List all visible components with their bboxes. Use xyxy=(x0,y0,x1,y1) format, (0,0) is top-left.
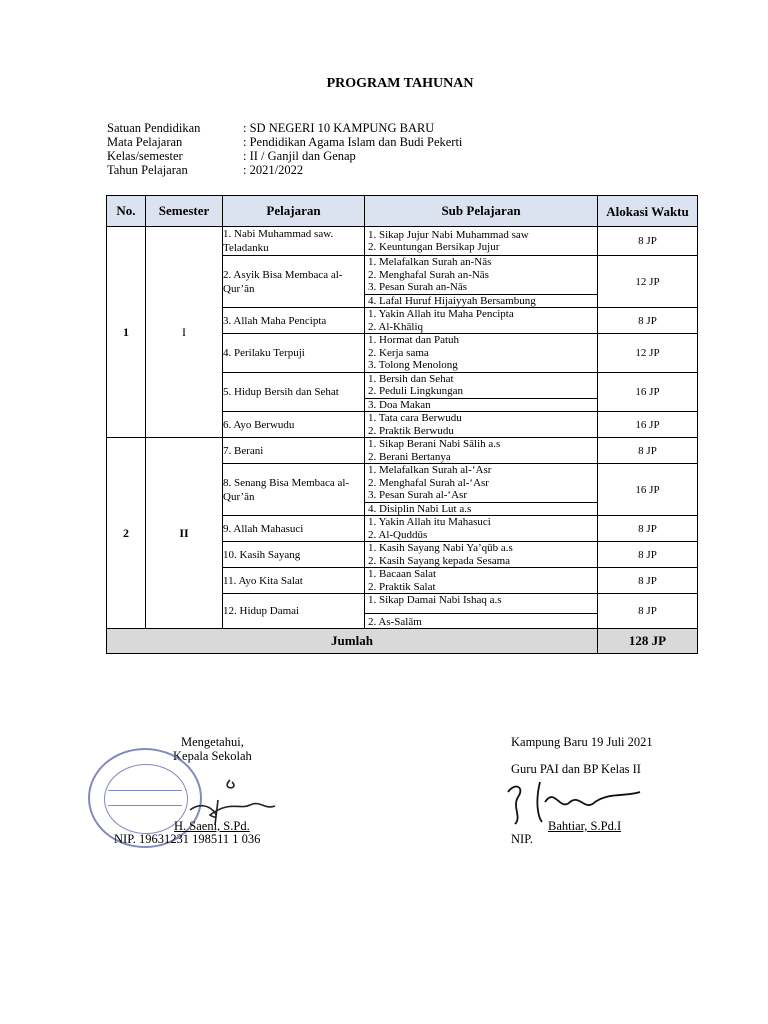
info-row xyxy=(107,163,462,177)
signature-left-line1: Mengetahui, xyxy=(181,735,244,749)
sub-lesson-item: 4. Lafal Huruf Hijaiyyah Bersambung xyxy=(365,294,597,308)
semester-cell: II xyxy=(146,438,223,629)
info-key: Satuan Pendidikan xyxy=(107,121,201,135)
row-number: 1 xyxy=(107,227,146,438)
sub-lesson-item: 1. Tata cara Berwudu xyxy=(368,412,462,424)
sub-lesson-cell xyxy=(365,438,598,464)
sub-lesson-item: 2. Praktik Salat xyxy=(368,580,436,593)
info-value: : 2021/2022 xyxy=(243,163,304,177)
sub-lesson-cell xyxy=(365,308,598,334)
signature-left-nip: NIP. 19631231 198511 1 036 xyxy=(114,832,261,846)
info-key: Mata Pelajaran xyxy=(107,135,183,149)
allocation-cell: 16 JP xyxy=(598,372,698,412)
header-semester: Semester xyxy=(146,196,223,227)
signature-right-name: Bahtiar, S.Pd.I xyxy=(548,819,622,833)
allocation-cell: 16 JP xyxy=(598,464,698,516)
sub-lesson-cell xyxy=(365,372,598,412)
signature-right-nip: NIP. xyxy=(511,832,533,846)
info-value: : Pendidikan Agama Islam dan Budi Pekerti xyxy=(243,135,463,149)
info-key: Tahun Pelajaran xyxy=(107,163,188,177)
sub-lesson-item: 2. Kasih Sayang kepada Sesama xyxy=(368,554,511,567)
header-sub-pelajaran: Sub Pelajaran xyxy=(365,196,598,227)
sub-lesson-item: 1. Sikap Berani Nabi Sālih a.s xyxy=(368,438,501,450)
allocation-cell: 8 JP xyxy=(598,308,698,334)
sub-lesson-item: 1. Bersih dan Sehat xyxy=(368,372,454,385)
signature-left-line2: Kepala Sekolah xyxy=(173,749,252,763)
info-row xyxy=(107,149,462,163)
lesson-cell: 11. Ayo Kita Salat xyxy=(223,568,365,594)
info-row xyxy=(107,135,462,149)
sub-lesson-item: 3. Doa Makan xyxy=(365,398,597,412)
info-key: Kelas/semester xyxy=(107,149,183,163)
info-value: : SD NEGERI 10 KAMPUNG BARU xyxy=(243,121,435,135)
sub-lesson-item: 1. Yakin Allah itu Mahasuci xyxy=(368,516,491,528)
sub-lesson-item: 2. Al-Quddūs xyxy=(368,528,428,541)
lesson-cell: 5. Hidup Bersih dan Sehat xyxy=(223,372,365,412)
sub-lesson-cell xyxy=(365,334,598,373)
lesson-cell: 3. Allah Maha Pencipta xyxy=(223,308,365,334)
header-no: No. xyxy=(107,196,146,227)
allocation-cell: 16 JP xyxy=(598,412,698,438)
lesson-cell: 4. Perilaku Terpuji xyxy=(223,334,365,373)
sub-lesson-item: 1. Sikap Jujur Nabi Muhammad saw xyxy=(368,228,529,241)
row-number: 2 xyxy=(107,438,146,629)
sub-lesson-item: 2. Al-Khāliq xyxy=(368,320,423,333)
sub-lesson-item: 2. Peduli Lingkungan xyxy=(368,385,464,397)
sub-lesson-item: 1. Bacaan Salat xyxy=(368,568,437,580)
allocation-cell: 8 JP xyxy=(598,542,698,568)
total-label: Jumlah xyxy=(107,629,598,654)
sub-lesson-item: 3. Pesan Surah an-Nās xyxy=(368,281,467,293)
sub-lesson-item: 1. Hormat dan Patuh xyxy=(368,334,460,346)
sub-lesson-cell xyxy=(365,594,598,629)
sub-lesson-item: 4. Disiplin Nabi Lut a.s xyxy=(365,502,597,516)
header-alokasi: Alokasi Waktu xyxy=(598,196,698,227)
sub-lesson-cell xyxy=(365,516,598,542)
total-value: 128 JP xyxy=(598,629,698,654)
info-value: : II / Ganjil dan Genap xyxy=(243,149,356,163)
lesson-cell: 7. Berani xyxy=(223,438,365,464)
allocation-cell: 8 JP xyxy=(598,594,698,629)
lesson-cell: 8. Senang Bisa Membaca al-Qur’ān xyxy=(223,464,365,516)
sub-lesson-item: 2. Menghafal Surah al-‘Asr xyxy=(368,476,489,489)
sub-lesson-item: 1. Kasih Sayang Nabi Ya’qūb a.s xyxy=(368,542,513,554)
sub-lesson-item: 1. Yakin Allah itu Maha Pencipta xyxy=(368,308,514,320)
header-pelajaran: Pelajaran xyxy=(223,196,365,227)
program-table xyxy=(106,195,698,654)
info-block xyxy=(107,121,462,177)
lesson-cell: 10. Kasih Sayang xyxy=(223,542,365,568)
lesson-cell: 9. Allah Mahasuci xyxy=(223,516,365,542)
semester-cell: I xyxy=(146,227,223,438)
lesson-cell: 12. Hidup Damai xyxy=(223,594,365,629)
sub-lesson-item: 1. Melafalkan Surah al-‘Asr xyxy=(368,464,492,476)
sub-lesson-item: 2. Keuntungan Bersikap Jujur xyxy=(368,241,500,253)
total-row xyxy=(107,629,698,654)
lesson-cell: 1. Nabi Muhammad saw. Teladanku xyxy=(223,227,365,256)
sub-lesson-item: 2. Berani Bertanya xyxy=(368,450,451,463)
lesson-cell: 6. Ayo Berwudu xyxy=(223,412,365,438)
sub-lesson-item: 2. As-Salām xyxy=(365,613,597,629)
allocation-cell: 12 JP xyxy=(598,334,698,373)
sub-lesson-cell xyxy=(365,227,598,256)
allocation-cell: 12 JP xyxy=(598,256,698,308)
allocation-cell: 8 JP xyxy=(598,568,698,594)
signature-right-role: Guru PAI dan BP Kelas II xyxy=(511,762,641,776)
signature-right-date: Kampung Baru 19 Juli 2021 xyxy=(511,735,653,749)
allocation-cell: 8 JP xyxy=(598,438,698,464)
sub-lesson-cell xyxy=(365,256,598,308)
sub-lesson-item: 1. Melafalkan Surah an-Nās xyxy=(368,256,492,268)
sub-lesson-item: 1. Sikap Damai Nabi Ishaq a.s xyxy=(368,594,502,606)
sub-lesson-cell xyxy=(365,542,598,568)
table-row xyxy=(107,438,698,464)
sub-lesson-item: 3. Tolong Menolong xyxy=(368,359,458,371)
sub-lesson-item: 2. Praktik Berwudu xyxy=(368,424,454,437)
allocation-cell: 8 JP xyxy=(598,227,698,256)
sub-lesson-cell xyxy=(365,412,598,438)
sub-lesson-cell xyxy=(365,568,598,594)
allocation-cell: 8 JP xyxy=(598,516,698,542)
sub-lesson-cell xyxy=(365,464,598,516)
info-row xyxy=(107,121,462,135)
sub-lesson-item: 2. Menghafal Surah an-Nās xyxy=(368,268,489,281)
sub-lesson-item: 2. Kerja sama xyxy=(368,346,429,359)
sub-lesson-item: 3. Pesan Surah al-‘Asr xyxy=(368,489,467,501)
table-row xyxy=(107,227,698,256)
table-header-row xyxy=(107,196,698,227)
lesson-cell: 2. Asyik Bisa Membaca al-Qur’ān xyxy=(223,256,365,308)
document-title: PROGRAM TAHUNAN xyxy=(326,76,474,91)
signature-left-name: H. Saeni, S.Pd. xyxy=(174,819,250,833)
